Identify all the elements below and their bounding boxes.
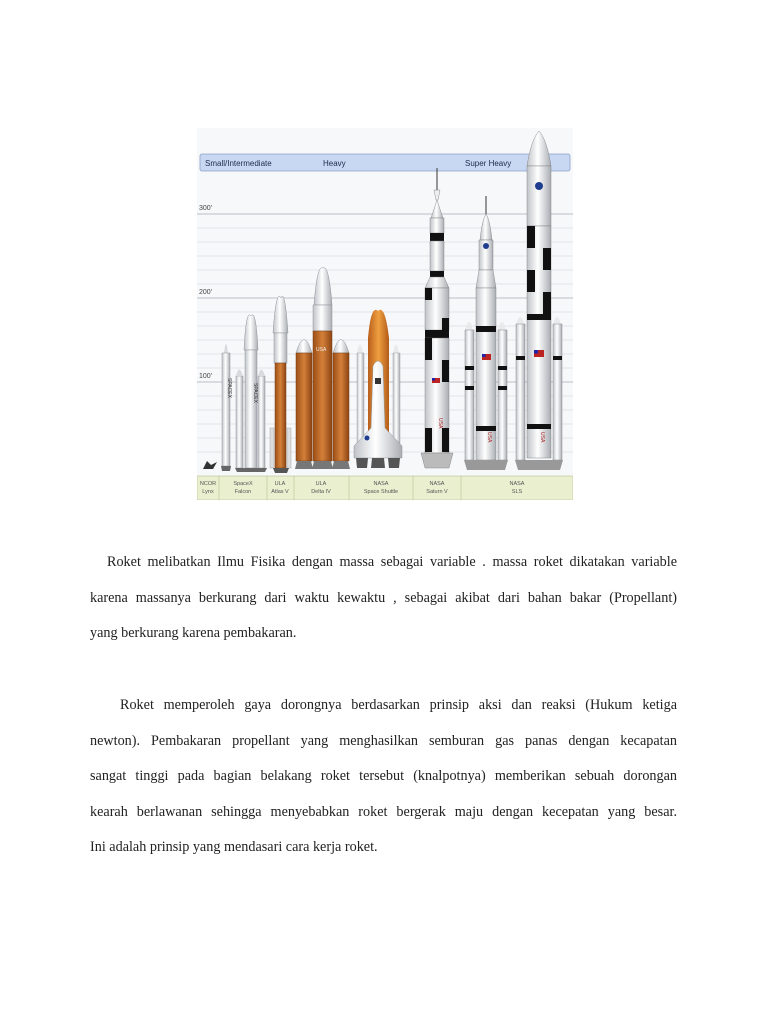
- footer-org-atlas: ULA: [274, 481, 286, 487]
- footer-org-delta: ULA: [315, 481, 327, 487]
- y-tick-300: 300': [199, 205, 213, 212]
- saturn-v-marking: USA: [437, 418, 443, 429]
- footer-name-saturn: Saturn V: [426, 489, 448, 495]
- falcon-9-marking: SPACEX: [252, 383, 258, 403]
- footer-label-strip: [197, 476, 573, 500]
- footer-name-delta: Delta IV: [311, 489, 331, 495]
- paragraph-2: [90, 688, 677, 866]
- paragraph-1-line-3: yang berkurang karena pembakaran.: [90, 625, 297, 642]
- rocket-comparison-figure: [197, 128, 573, 500]
- falcon-1-marking: SPACEX: [226, 378, 232, 398]
- header-heavy: Heavy: [323, 159, 346, 168]
- header-super-heavy: Super Heavy: [465, 159, 512, 168]
- footer-org-sls: NASA: [509, 481, 525, 487]
- footer-org-saturn: NASA: [429, 481, 445, 487]
- paragraph-2-line-1: Roket memperoleh gaya dorongnya berdasarkan prinsip aksi dan reaksi (Hukum ketiga: [120, 697, 677, 713]
- footer-name-shuttle: Space Shuttle: [363, 489, 399, 495]
- sls-block-2-marking: USA: [539, 432, 545, 443]
- footer-org-shuttle: NASA: [373, 481, 389, 487]
- paragraph-2-line-4: kearah berlawanan sehingga menyebabkan roket bergerak maju dengan kecepatan yang besar.: [90, 803, 677, 820]
- paragraph-2-line-5: Ini adalah prinsip yang mendasari cara kerja roket.: [90, 839, 378, 856]
- footer-name-falcon: Falcon: [234, 489, 252, 495]
- footer-name-atlas: Atlas V: [271, 489, 289, 495]
- y-tick-200: 200': [199, 289, 213, 296]
- sls-block-1-marking: USA: [486, 432, 492, 443]
- paragraph-1: [90, 545, 677, 652]
- paragraph-2-line-2: newton). Pembakaran propellant yang menghasilkan semburan gas panas dengan kecapatan: [90, 732, 677, 749]
- footer-org-lynx: NCOR: [199, 481, 217, 487]
- paragraph-1-line-1: Roket melibatkan Ilmu Fisika dengan massa sebagai variable . massa roket dikatakan variable: [107, 554, 677, 570]
- delta-iv-marking: USA: [316, 347, 327, 353]
- y-tick-100: 100': [199, 373, 213, 380]
- header-small-intermediate: Small/Intermediate: [205, 159, 272, 168]
- footer-org-falcon: SpaceX: [233, 481, 253, 487]
- paragraph-1-line-2: karena massanya berkurang dari waktu kewaktu , sebagai akibat dari bahan bakar (Propellant): [90, 589, 677, 606]
- paragraph-2-line-3: sangat tinggi pada bagian belakang roket tersebut (knalpotnya) memberikan sebuah dorongan: [90, 768, 677, 785]
- footer-name-sls: SLS: [511, 489, 523, 495]
- footer-name-lynx: Lynx: [202, 489, 214, 495]
